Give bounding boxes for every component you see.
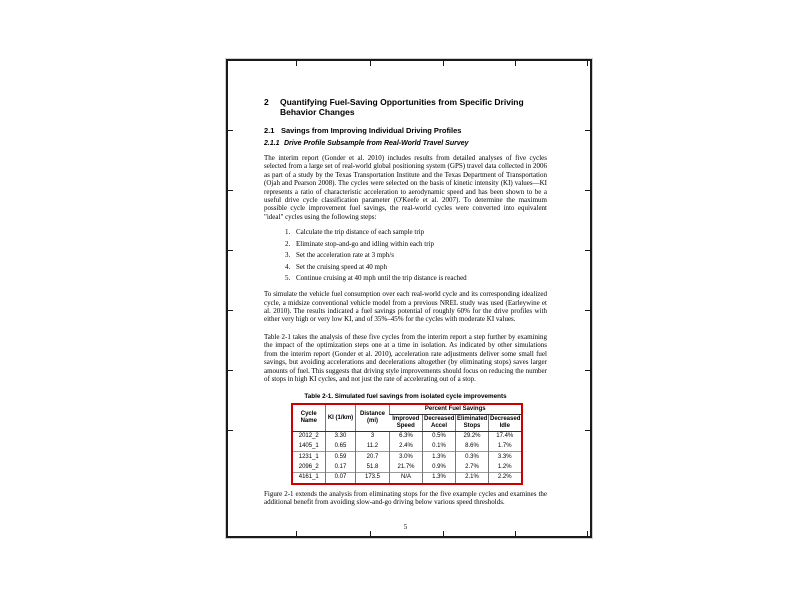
table-cell: 3.0% (390, 452, 423, 462)
table-cell: 173.5 (356, 472, 390, 483)
table-cell: 2.2% (489, 472, 522, 483)
tick-mark (443, 61, 444, 66)
table-cell: 3.3% (489, 452, 522, 462)
list-item-number: 1. (285, 228, 291, 237)
table-caption: Table 2-1. Simulated fuel savings from isolated cycle improvements (304, 393, 507, 401)
idealized-cycle-steps-list (285, 228, 547, 282)
table-cell: 1.3% (423, 472, 456, 483)
column-header: Cycle Name (292, 404, 326, 431)
tick-mark (228, 310, 233, 311)
paragraph-figure-intro: Figure 2-1 extends the analysis from eliminating stops for the five example cycles and examines the additional benefit from avoiding slow-and-go driving below various speed thresholds. (264, 489, 547, 507)
column-header: KI (1/km) (326, 404, 356, 431)
tick-mark (296, 61, 297, 66)
table-cell: 4161_1 (292, 472, 326, 483)
table-cell: 17.4% (489, 431, 522, 441)
table-cell: 1231_1 (292, 452, 326, 462)
subsection-number: 2.1 (264, 126, 275, 135)
tick-mark (515, 61, 516, 66)
column-subheader: Improved Speed (390, 415, 423, 432)
table-cell: 1.3% (423, 452, 456, 462)
paragraph-intro: The interim report (Gonder et al. 2010) includes results from detailed analyses of five cycles selected from a large set of real-world global positioning system (GPS) travel data collected in 2006 as part of a study by the Texas Transportation Institute and the Texas Department of Transportation (Ojah and Pearson 2008). The cycles were selected on the basis of kinetic intensity (KI) values—KI represents a ratio of characteristic acceleration to aerodynamic speed and has been shown to be a useful drive cycle classification parameter (O'Keefe et al. 2007). To determine the maximum possible cycle improvement fuel savings, the real-world cycles were converted into equivalent "ideal" cycles using the following steps: (264, 154, 547, 221)
table-cell: 0.3% (456, 452, 489, 462)
list-item (285, 274, 547, 282)
list-item-text: Set the cruising speed at 40 mph (296, 262, 387, 271)
tick-mark (228, 250, 233, 251)
table-row (292, 462, 522, 472)
list-item-text: Set the acceleration rate at 3 mph/s (296, 251, 394, 260)
paragraph-simulation-results: To simulate the vehicle fuel consumption over each real-world cycle and its corresponding idealized cycle, a midsize conventional vehicle model from a previous NREL study was used (Earleywine et al. 2010). The results indicated a fuel savings potential of roughly 60% for the drive profiles with either very high or very low KI, and of 35%–45% for the cycles with moderate KI values. (264, 290, 547, 324)
subsubsection-number: 2.1.1 (264, 140, 280, 147)
list-item-number: 3. (285, 251, 291, 260)
table-cell: 0.07 (326, 472, 356, 483)
column-subheader: Eliminated Stops (456, 415, 489, 432)
table-cell: 1.7% (489, 442, 522, 452)
tick-mark (370, 531, 371, 536)
page-number: 5 (403, 522, 408, 531)
table-cell: 3 (356, 431, 390, 441)
table-cell: 0.17 (326, 462, 356, 472)
table-cell: 20.7 (356, 452, 390, 462)
tick-mark (296, 531, 297, 536)
table-cell: 0.1% (423, 442, 456, 452)
table-cell: 51.8 (356, 462, 390, 472)
table-row (292, 452, 522, 462)
list-item-text: Eliminate stop-and-go and idling within each trip (296, 239, 435, 248)
column-subheader: Decreased Idle (489, 415, 522, 432)
table-row (292, 472, 522, 483)
section-number: 2 (264, 97, 269, 107)
tick-mark (515, 531, 516, 536)
table-cell: 2.4% (390, 442, 423, 452)
tick-mark (587, 61, 588, 66)
list-item-text: Calculate the trip distance of each sample trip (296, 228, 425, 237)
tick-mark (443, 531, 444, 536)
section-heading (264, 97, 547, 117)
page-content (264, 97, 547, 531)
column-subheader: Decreased Accel (423, 415, 456, 432)
table-header-row (292, 404, 522, 414)
list-item-number: 5. (285, 274, 291, 283)
list-item-text: Continue cruising at 40 mph until the trip distance is reached (296, 274, 467, 283)
subsection-heading (264, 126, 547, 135)
subsubsection-heading (264, 140, 547, 148)
tick-mark (585, 190, 590, 191)
paragraph-table-discussion: Table 2-1 takes the analysis of these five cycles from the interim report a step further by examining the impact of the optimization steps one at a time in isolation. As indicated by other simulations from the interim report (Gonder et al. 2010), acceleration rate adjustments deliver some small fuel savings, but avoiding accelerations and decelerations altogether (by eliminating stops) saves larger amounts of fuel. This suggests that driving style improvements should focus on reducing the number of stops in high KI cycles, and not just the rate of accelerating out of a stop. (264, 332, 547, 383)
table-cell: 3.30 (326, 431, 356, 441)
tick-mark (585, 430, 590, 431)
table-container (291, 403, 521, 484)
table-row (292, 431, 522, 441)
tick-mark (585, 310, 590, 311)
section-title: Quantifying Fuel-Saving Opportunities from Specific Driving Behavior Changes (280, 97, 524, 117)
table-cell: 0.9% (423, 462, 456, 472)
table-cell: 2012_2 (298, 433, 319, 440)
tick-mark (228, 190, 233, 191)
subsubsection-title: Drive Profile Subsample from Real-World Travel Survey (284, 140, 469, 147)
tick-mark (585, 130, 590, 131)
list-item (285, 228, 547, 236)
tick-mark (370, 61, 371, 66)
list-item (285, 240, 547, 248)
list-item (285, 251, 547, 259)
table-cell: 21.7% (390, 462, 423, 472)
column-header: Distance (mi) (356, 404, 390, 431)
table-cell: 29.2% (456, 431, 489, 441)
table-cell: 2096_2 (298, 463, 319, 470)
list-item-number: 4. (285, 262, 291, 271)
tick-mark (587, 531, 588, 536)
table-cell: 2.7% (456, 462, 489, 472)
tick-mark (585, 250, 590, 251)
column-group-header: Percent Fuel Savings (390, 404, 522, 414)
page-frame (226, 59, 592, 538)
table-cell: N/A (390, 472, 423, 483)
table-cell: 0.59 (326, 452, 356, 462)
table-cell: 11.2 (356, 442, 390, 452)
table-cell: 6.3% (390, 431, 423, 441)
tick-mark (585, 370, 590, 371)
list-item-number: 2. (285, 239, 291, 248)
tick-mark (228, 130, 233, 131)
fuel-savings-table (291, 403, 523, 484)
tick-mark (228, 370, 233, 371)
table-cell: 1405_1 (298, 443, 319, 449)
tick-mark (228, 430, 233, 431)
table-cell: 0.5% (423, 431, 456, 441)
subsection-title: Savings from Improving Individual Driving Profiles (281, 126, 462, 135)
list-item (285, 263, 547, 271)
table-row (292, 442, 522, 452)
table-cell: 0.65 (326, 442, 356, 452)
table-cell: 8.6% (456, 442, 489, 452)
table-cell: 2.1% (456, 472, 489, 483)
table-cell: 1.2% (489, 462, 522, 472)
